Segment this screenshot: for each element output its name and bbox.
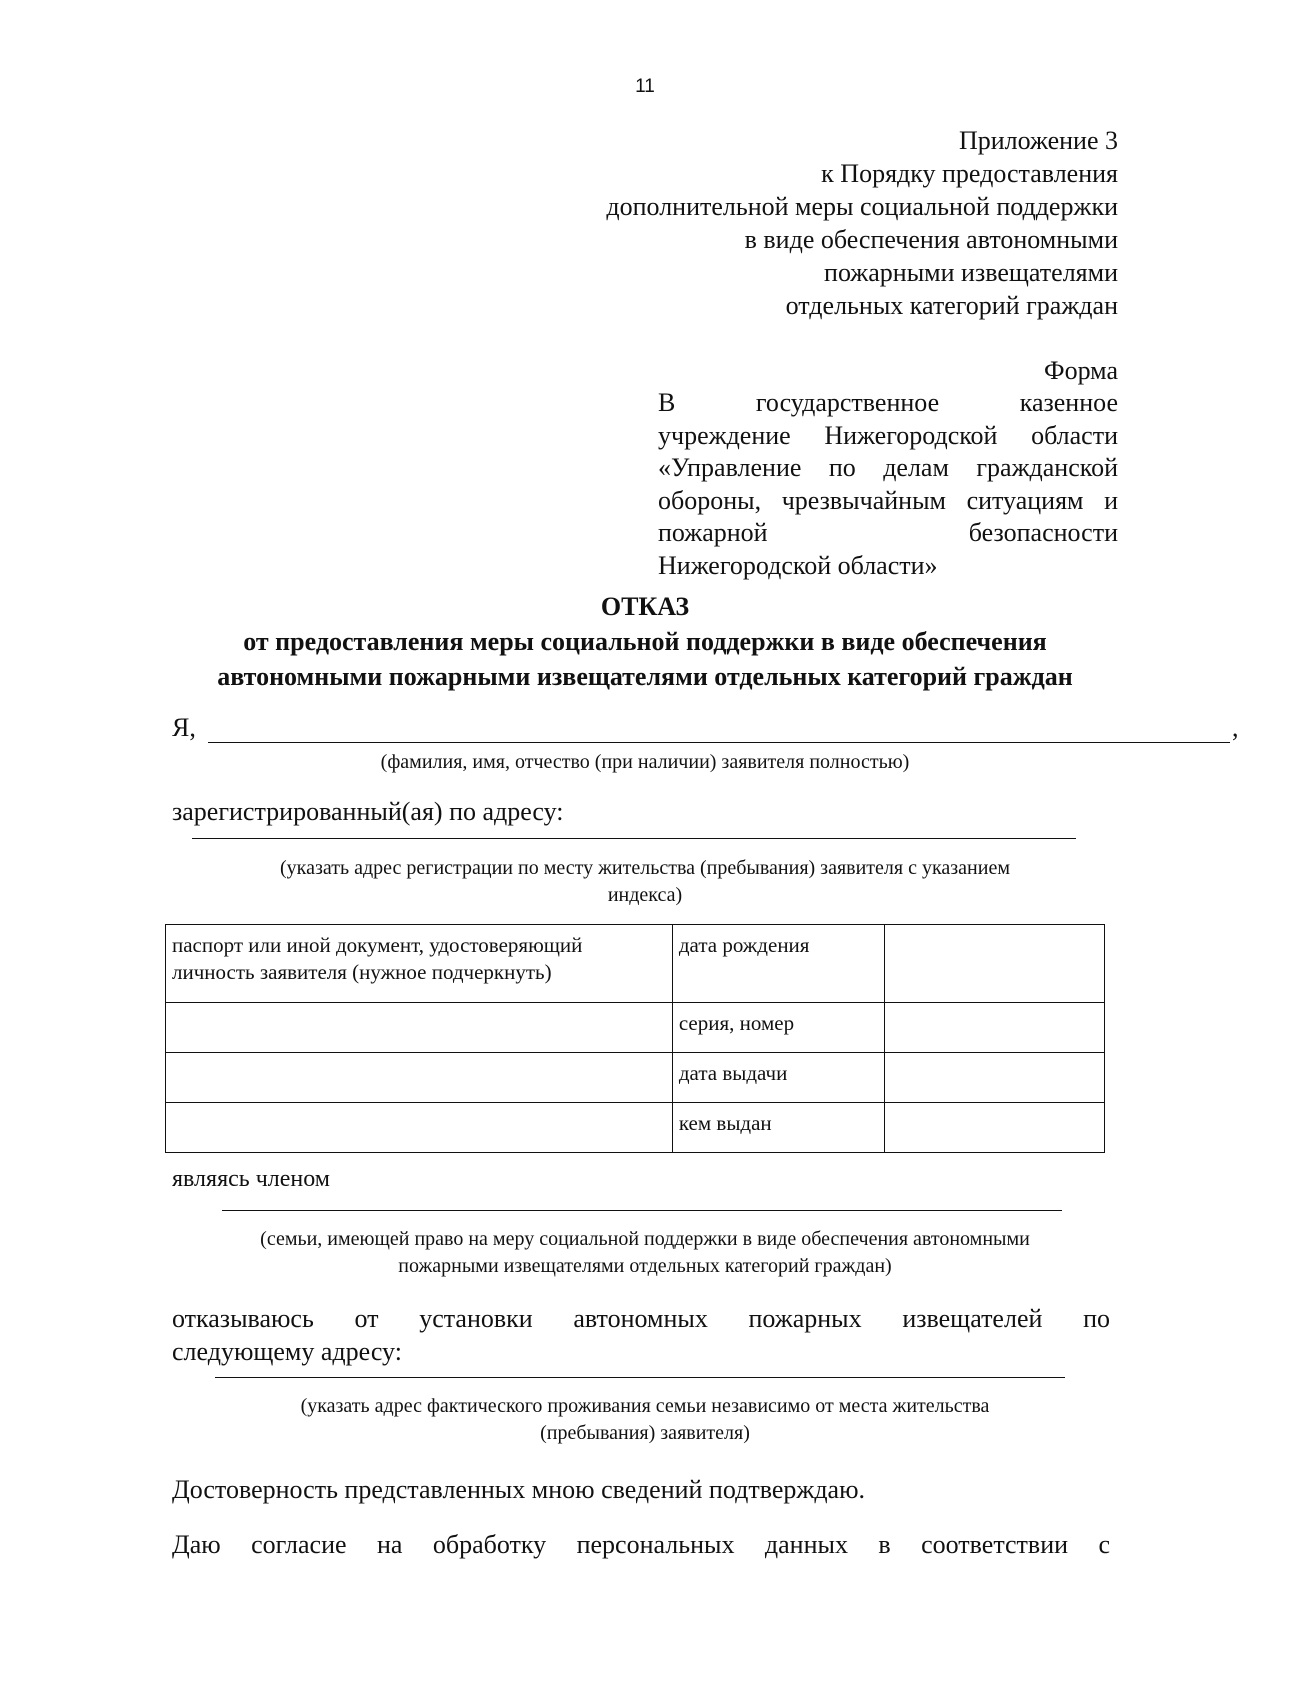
registration-caption-line: (указать адрес регистрации по месту жительства (пребывания) заявителя с указанием: [280, 857, 1010, 879]
empty-cell: [166, 1003, 673, 1053]
addressee-line: «Управление по делам гражданской: [658, 453, 1118, 482]
addressee-line: пожарной безопасности: [658, 518, 1118, 547]
member-label: являясь членом: [172, 1166, 330, 1192]
identity-document-table: [165, 924, 1105, 1153]
applicant-name-field[interactable]: [208, 742, 1230, 743]
addressee-line: учреждение Нижегородской области: [658, 420, 1118, 450]
member-caption-line: (семьи, имеющей право на меру социальной поддержки в виде обеспечения автономными: [260, 1228, 1030, 1250]
field-label-cell: серия, номер: [672, 1003, 884, 1053]
addressee-line: В государственное казенное: [658, 388, 1118, 417]
applicant-name-row: [172, 713, 1239, 749]
consent-statement: Даю согласие на обработку персональных данных в соответствии с: [172, 1530, 1110, 1559]
applicant-prefix: Я,: [172, 713, 196, 742]
empty-cell: [166, 1053, 673, 1103]
confirmation-statement: Достоверность представленных мною сведений подтверждаю.: [172, 1475, 866, 1504]
field-label-cell: кем выдан: [672, 1103, 884, 1153]
form-label: Форма: [1044, 356, 1118, 385]
appendix-line: в виде обеспечения автономными: [744, 225, 1118, 254]
refusal-statement-line: отказываюсь от установки автономных пожарных извещателей по: [172, 1304, 1110, 1333]
refusal-statement-line: следующему адресу:: [172, 1337, 402, 1366]
addressee-block: [658, 387, 1118, 582]
addressee-line: обороны, чрезвычайным ситуациям и: [658, 485, 1118, 515]
actual-address-caption-line: (указать адрес фактического проживания семьи независимо от места жительства: [300, 1395, 990, 1417]
applicant-caption: (фамилия, имя, отчество (при наличии) заявителя полностью): [380, 751, 910, 773]
appendix-line: Приложение 3: [958, 126, 1118, 155]
issued-by-field[interactable]: [884, 1103, 1105, 1153]
document-subtitle: [0, 624, 1290, 694]
document-title: ОТКАЗ: [600, 592, 690, 621]
appendix-line: отдельных категорий граждан: [785, 291, 1118, 320]
table-row: [166, 1053, 1105, 1103]
appendix-line: к Порядку предоставления: [821, 159, 1118, 188]
issue-date-field[interactable]: [884, 1053, 1105, 1103]
subtitle-line: автономными пожарными извещателями отдельных категорий граждан: [217, 662, 1073, 691]
applicant-suffix: ,: [1232, 713, 1239, 742]
registration-address-field[interactable]: [192, 838, 1076, 839]
field-label-cell: дата выдачи: [672, 1053, 884, 1103]
birth-date-field[interactable]: [884, 925, 1105, 1003]
registration-caption-line: индекса): [607, 884, 683, 906]
appendix-line: дополнительной меры социальной поддержки: [606, 192, 1118, 221]
table-row: [166, 925, 1105, 1003]
actual-address-caption-line: (пребывания) заявителя): [540, 1422, 750, 1444]
series-number-field[interactable]: [884, 1003, 1105, 1053]
addressee-line: Нижегородской области»: [658, 550, 938, 580]
actual-address-field[interactable]: [215, 1377, 1065, 1378]
family-membership-field[interactable]: [222, 1210, 1062, 1211]
page-number: 11: [635, 76, 655, 97]
appendix-line: пожарными извещателями: [824, 258, 1118, 287]
table-row: [166, 1003, 1105, 1053]
empty-cell: [166, 1103, 673, 1153]
field-label-cell: дата рождения: [672, 925, 884, 1003]
appendix-header: [606, 124, 1118, 322]
member-caption-line: пожарными извещателями отдельных категорий граждан): [398, 1255, 892, 1277]
document-type-cell: паспорт или иной документ, удостоверяющий личность заявителя (нужное подчеркнуть): [166, 925, 673, 1003]
table-row: [166, 1103, 1105, 1153]
registered-label: зарегистрированный(ая) по адресу:: [172, 797, 564, 826]
subtitle-line: от предоставления меры социальной поддержки в виде обеспечения: [243, 627, 1047, 656]
